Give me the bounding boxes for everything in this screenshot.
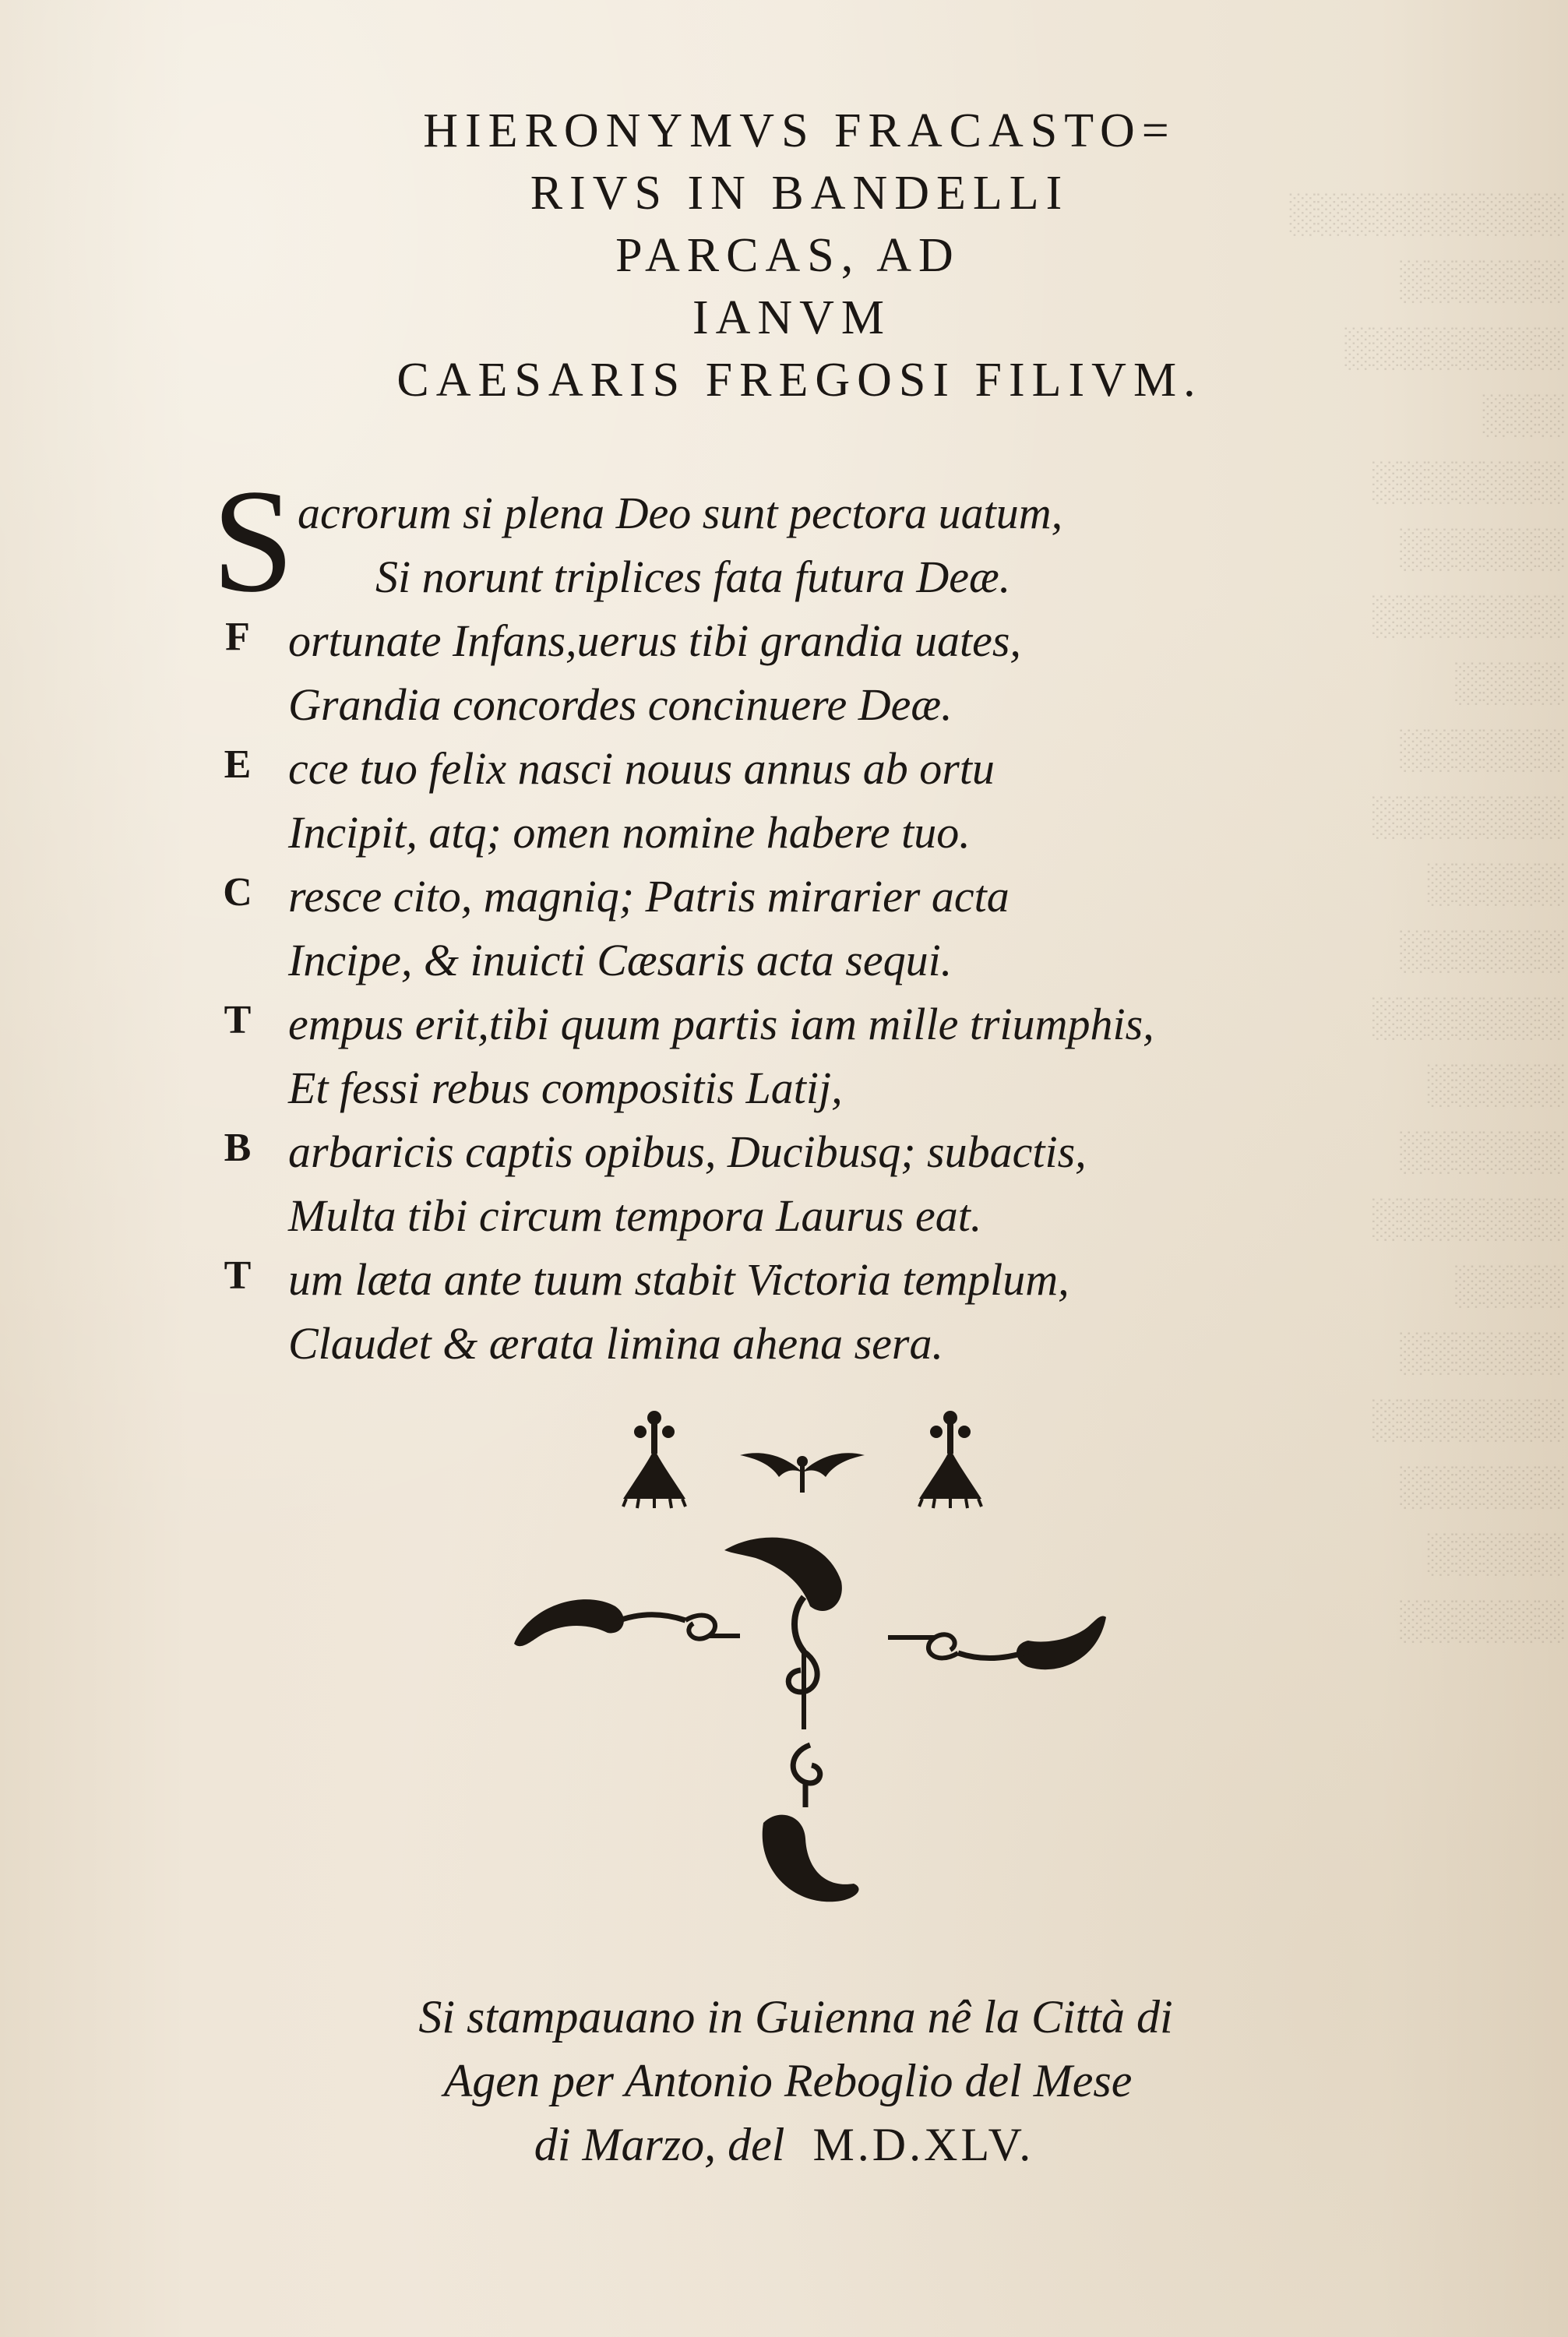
stanza-initial: T (224, 998, 252, 1042)
leaf-fleuron-icon (724, 1538, 842, 1729)
stanza-initial: B (224, 1126, 252, 1170)
verse-line: Multa tibi circum tempora Laurus eat. (288, 1190, 982, 1241)
stanza (210, 992, 1425, 1120)
verse-line: Incipit, atq; omen nomine habere tuo. (288, 807, 971, 858)
verse-line: Si norunt triplices fata futura Deæ. (375, 552, 1011, 602)
verse-line: acrorum si plena Deo sunt pectora uatum, (298, 488, 1063, 538)
drop-cap-initial: S (212, 460, 294, 623)
verse-line: Incipe, & inuicti Cæsaris acta sequi. (288, 935, 953, 985)
verse-line: Et fessi rebus compositis Latij, (288, 1063, 843, 1113)
title-line: PARCAS, AD (615, 229, 960, 282)
verso-show-through: ░░░░░░░░░░ ░░░░░░ ░░░░░░░░ ░░░ ░░░░░░░ ░░░░░░ ░░░░░░░ ░░░░ ░░░░░░ ░░░░░░░ ░░░░░ ░░░░░░ ░░░░░░░ ░░░░░ ░░░░░░ ░░░░░░░ ░░░░ ░░░░░░ ░░░░░░░ ░░░░░░ ░░░░░ ░░░░░░ (1289, 191, 1566, 1641)
title-line: IANVM (692, 291, 892, 344)
colophon-line: Si stampauano in Guienna nê la Città di (418, 1991, 1173, 2043)
title-line: CAESARIS FREGOSI FILIVM. (396, 354, 1203, 407)
title-line: HIERONYMVS FRACASTO= (423, 104, 1176, 157)
stanza (210, 865, 1425, 992)
poem-title (0, 100, 1568, 411)
colophon-line (0, 2113, 1568, 2177)
verse-line: cce tuo felix nasci nouus annus ab ortu (288, 743, 995, 794)
stanza (210, 609, 1425, 737)
leaf-fleuron-icon (763, 1745, 859, 1902)
verse-line: Claudet & ærata limina ahena sera. (288, 1318, 943, 1369)
ermine-and-fleuron-cross-ornament-icon (499, 1402, 1122, 1932)
colophon-line: Agen per Antonio Reboglio del Mese (443, 2055, 1133, 2106)
colophon (0, 1985, 1568, 2177)
verse-line: ortunate Infans,uerus tibi grandia uates, (288, 615, 1021, 666)
ermine-spot-icon (919, 1411, 981, 1508)
verse-line: Grandia concordes concinuere Deæ. (288, 679, 953, 730)
stanza-initial: E (224, 742, 252, 787)
stanza (210, 1248, 1425, 1376)
colophon-date-text: di Marzo, del (534, 2119, 785, 2170)
colophon-year: M.D.XLV. (812, 2119, 1034, 2170)
stanza (210, 1120, 1425, 1248)
stanza-initial: F (225, 615, 250, 659)
verse-line: resce cito, magniq; Patris mirarier acta (288, 871, 1010, 922)
leaf-fleuron-icon (514, 1599, 740, 1646)
poem-body (210, 460, 1425, 1376)
ermine-spot-icon (623, 1411, 685, 1508)
title-line: RIVS IN BANDELLI (530, 167, 1069, 220)
stanza-initial: C (223, 870, 252, 915)
verse-line: arbaricis captis opibus, Ducibusq; subactis, (288, 1126, 1087, 1177)
verse-line: um læta ante tuum stabit Victoria templum, (288, 1254, 1069, 1305)
stanza (210, 737, 1425, 865)
stanza (210, 460, 1425, 623)
stanza-initial: T (224, 1253, 252, 1298)
fleuron-icon (740, 1453, 865, 1493)
verse-line: empus erit,tibi quum partis iam mille triumphis, (288, 999, 1154, 1049)
leaf-fleuron-icon (888, 1616, 1106, 1670)
